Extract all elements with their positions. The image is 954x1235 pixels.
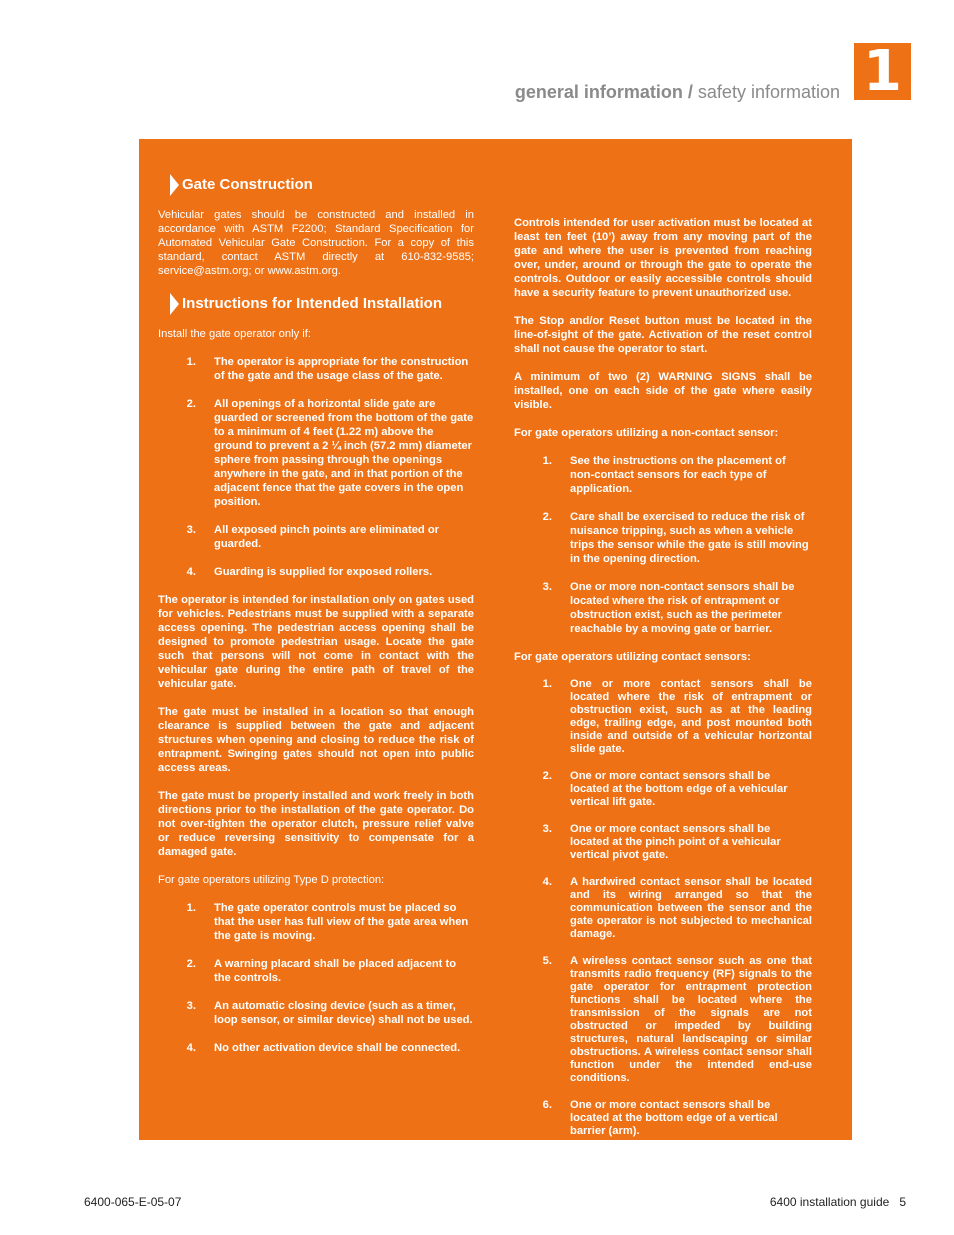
list-item — [514, 955, 812, 1085]
intended-installation-heading — [170, 292, 474, 316]
item-number: 4. — [186, 1042, 196, 1054]
list-item — [514, 580, 812, 636]
list-item — [158, 957, 474, 985]
header-section: general information / — [514, 82, 693, 102]
item-text: Care shall be exercised to reduce the risk of nuisance tripping, such as when a vehicle trips the sensor while the gate is still moving in the opening direction. — [570, 511, 809, 565]
page-header — [515, 82, 840, 103]
item-number: 3. — [542, 823, 552, 835]
heading-text: Instructions for Intended Installation — [182, 295, 443, 312]
item-text: Guarding is supplied for exposed rollers. — [214, 566, 433, 578]
list-item — [514, 510, 812, 566]
item-number: 1. — [542, 455, 552, 467]
chapter-number-badge: 1 — [854, 43, 911, 100]
left-column — [158, 173, 474, 1069]
paragraph: The operator is intended for installation only on gates used for vehicles. Pedestrians must be supplied with a separate access opening. The pedestrian access opening shall be designed to promote pedestrian usage. Locate the gate such that persons will not come in contact with the vehicular gate during the entire path of travel of the vehicular gate. — [158, 594, 474, 690]
item-number: 3. — [542, 581, 552, 593]
list-item — [514, 876, 812, 941]
item-number: 4. — [186, 566, 196, 578]
item-number: 3. — [186, 1000, 196, 1012]
item-number: 2. — [186, 958, 196, 970]
item-text: One or more contact sensors shall be located at the bottom edge of a vertical barrier (arm). — [570, 1099, 778, 1137]
paragraph: The gate must be properly installed and work freely in both directions prior to the installation of the gate operator. Do not over-tighten the operator clutch, pressure relief valve or reduce reversing sensitivity to compensate for a damaged gate. — [158, 790, 474, 858]
item-number: 4. — [542, 876, 552, 888]
paragraph: The gate must be installed in a location so that enough clearance is supplied between the gate and adjacent structures when opening and closing to reduce the risk of entrapment. Swinging gates should not open into public access areas. — [158, 706, 474, 774]
list-item — [158, 901, 474, 943]
document-number: 6400-065-E-05-07 — [84, 1195, 182, 1209]
header-subsection: safety information — [692, 82, 840, 102]
item-number: 3. — [186, 524, 196, 536]
list-item — [158, 1041, 474, 1055]
item-text: One or more non-contact sensors shall be located where the risk of entrapment or obstruction exist, such as the perimeter reachable by a moving gate or barrier. — [570, 581, 795, 635]
paragraph: Controls intended for user activation must be located at least ten feet (10’) away from any moving part of the gate and where the user is prevented from reaching over, under, around or through the gate to operate the controls. Outdoor or easily accessible controls should have a security feature to prevent unauthorized use. — [514, 217, 812, 299]
list-item — [158, 999, 474, 1027]
item-number: 1. — [186, 902, 196, 914]
list-item — [514, 1099, 812, 1138]
guide-title: 6400 installation guide — [769, 1195, 890, 1209]
list-item — [158, 397, 474, 509]
gate-construction-text: Vehicular gates should be constructed and installed in accordance with ASTM F2200; Standard Specification for Automated Vehicular Gate Construction. For a copy of this standard, contact ASTM directly at 610-832-9585; service@astm.org; or www.astm.org. — [158, 209, 474, 277]
item-text: A hardwired contact sensor shall be located and its wiring arranged so that the communication between the sensor and the gate operator is not subjected to mechanical damage. — [570, 876, 812, 940]
list-item — [514, 454, 812, 496]
item-number: 2. — [542, 511, 552, 523]
item-text: No other activation device shall be connected. — [214, 1042, 461, 1054]
item-number: 5. — [542, 955, 552, 967]
content-panel — [139, 139, 852, 1140]
contact-list — [514, 678, 812, 1138]
contact-intro: For gate operators utilizing contact sensors: — [514, 651, 751, 663]
item-text: The gate operator controls must be placed so that the user has full view of the gate area when the gate is moving. — [214, 902, 469, 942]
item-text: All exposed pinch points are eliminated or guarded. — [214, 524, 440, 550]
type-d-intro: For gate operators utilizing Type D protection: — [158, 874, 385, 886]
list-item — [158, 355, 474, 383]
item-text: The operator is appropriate for the construction of the gate and the usage class of the gate. — [214, 356, 469, 382]
item-text: All openings of a horizontal slide gate are guarded or screened from the bottom of the gate to a minimum of 4 feet (1.22 m) above the ground to prevent a 2 ¼ inch (57.2 mm) diameter sphere from passing through the openings anywhere in the gate, and in that portion of the adjacent fence that the gate covers in the open position. — [214, 398, 474, 508]
footer-guide — [770, 1195, 906, 1209]
install-list — [158, 355, 474, 579]
item-number: 2. — [186, 398, 196, 410]
item-number: 2. — [542, 770, 552, 782]
gate-construction-heading — [170, 173, 474, 197]
list-item — [158, 523, 474, 551]
item-text: An automatic closing device (such as a timer, loop sensor, or similar device) shall not be used. — [214, 1000, 473, 1026]
list-item — [514, 678, 812, 756]
right-column — [514, 216, 812, 1152]
install-intro: Install the gate operator only if: — [158, 328, 311, 340]
item-text: A wireless contact sensor such as one that transmits radio frequency (RF) signals to the gate operator for entrapment protection functions shall be located where the transmission of the signals are not obstructed or impeded by building structures, natural landscaping or similar obstructions. A wireless contact sensor shall function under the intended end-use conditions. — [570, 955, 812, 1084]
paragraph: A minimum of two (2) WARNING SIGNS shall be installed, one on each side of the gate where easily visible. — [514, 371, 812, 411]
non-contact-list — [514, 454, 812, 636]
list-item — [158, 565, 474, 579]
item-number: 1. — [542, 678, 552, 690]
type-d-list — [158, 901, 474, 1055]
list-item — [514, 770, 812, 809]
item-text: One or more contact sensors shall be located where the risk of entrapment or obstruction exist, such as at the leading edge, trailing edge, and post mounted both inside and outside of a vehicular horizontal slide gate. — [570, 678, 812, 755]
page-number: 5 — [899, 1195, 906, 1209]
arrow-icon — [170, 293, 179, 315]
item-text: One or more contact sensors shall be located at the bottom edge of a vehicular vertical lift gate. — [570, 770, 788, 808]
list-item — [514, 823, 812, 862]
arrow-icon — [170, 174, 179, 196]
item-text: A warning placard shall be placed adjacent to the controls. — [214, 958, 457, 984]
item-text: One or more contact sensors shall be located at the pinch point of a vehicular vertical pivot gate. — [570, 823, 781, 861]
item-number: 6. — [542, 1099, 552, 1111]
paragraph: The Stop and/or Reset button must be located in the line-of-sight of the gate. Activation of the reset control shall not cause the operator to start. — [514, 315, 812, 355]
item-text: See the instructions on the placement of non-contact sensors for each type of application. — [570, 455, 786, 495]
item-number: 1. — [186, 356, 196, 368]
heading-text: Gate Construction — [182, 176, 313, 193]
non-contact-intro: For gate operators utilizing a non-contact sensor: — [514, 427, 779, 439]
